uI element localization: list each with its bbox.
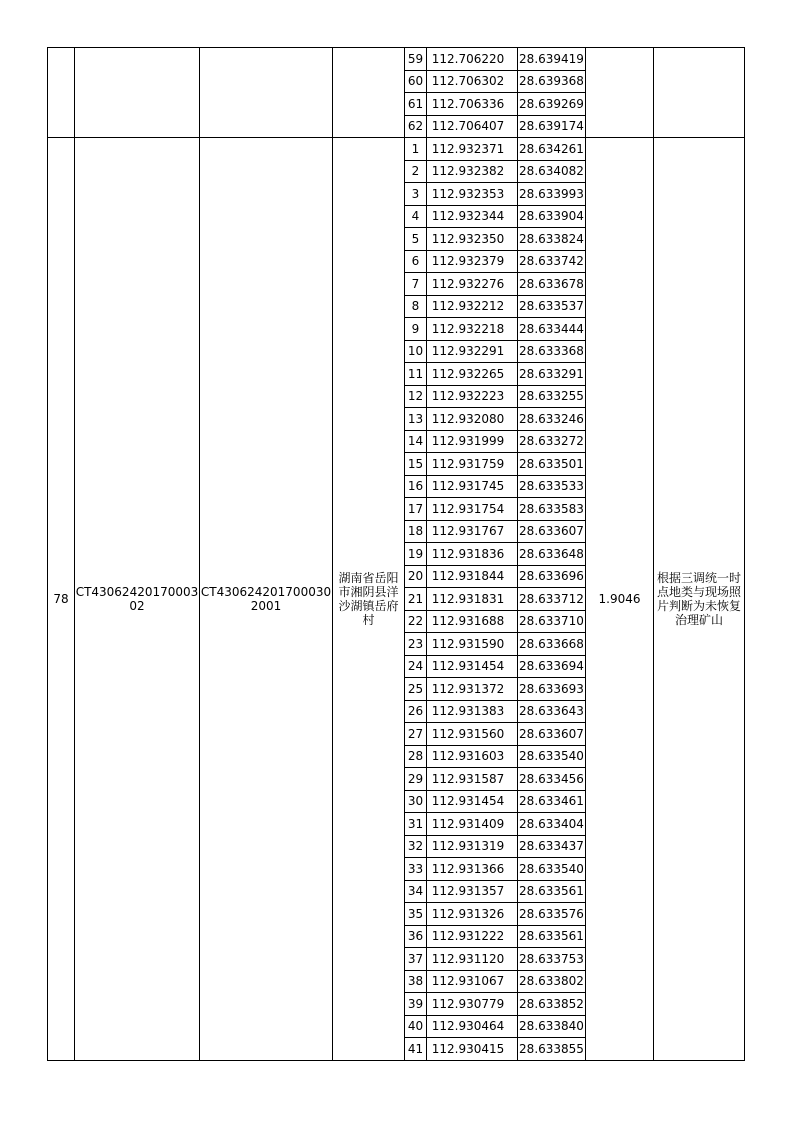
point-number-cell: 27 — [405, 723, 427, 746]
point-number-cell: 35 — [405, 903, 427, 926]
latitude-cell: 28.633291 — [518, 363, 586, 386]
latitude-cell: 28.634082 — [518, 160, 586, 183]
point-number-cell: 40 — [405, 1015, 427, 1038]
latitude-cell: 28.633537 — [518, 295, 586, 318]
latitude-cell: 28.633648 — [518, 543, 586, 566]
latitude-cell: 28.633753 — [518, 948, 586, 971]
latitude-cell: 28.633404 — [518, 813, 586, 836]
point-number-cell: 15 — [405, 453, 427, 476]
point-number-cell: 2 — [405, 160, 427, 183]
point-number-cell: 22 — [405, 610, 427, 633]
longitude-cell: 112.706302 — [427, 70, 518, 93]
longitude-cell: 112.931326 — [427, 903, 518, 926]
point-number-cell: 59 — [405, 48, 427, 71]
latitude-cell: 28.633540 — [518, 745, 586, 768]
longitude-cell: 112.931590 — [427, 633, 518, 656]
remark-cell: 根据三调统一时点地类与现场照片判断为未恢复治理矿山 — [654, 138, 745, 1061]
longitude-cell: 112.931688 — [427, 610, 518, 633]
empty-seq-cell — [48, 48, 75, 138]
longitude-cell: 112.932223 — [427, 385, 518, 408]
longitude-cell: 112.931409 — [427, 813, 518, 836]
latitude-cell: 28.639174 — [518, 115, 586, 138]
longitude-cell: 112.931844 — [427, 565, 518, 588]
longitude-cell: 112.931366 — [427, 858, 518, 881]
point-number-cell: 39 — [405, 993, 427, 1016]
point-number-cell: 16 — [405, 475, 427, 498]
latitude-cell: 28.633272 — [518, 430, 586, 453]
point-number-cell: 20 — [405, 565, 427, 588]
latitude-cell: 28.633561 — [518, 925, 586, 948]
table-body — [48, 48, 745, 1061]
latitude-cell: 28.633840 — [518, 1015, 586, 1038]
point-number-cell: 19 — [405, 543, 427, 566]
longitude-cell: 112.931120 — [427, 948, 518, 971]
longitude-cell: 112.932291 — [427, 340, 518, 363]
longitude-cell: 112.931454 — [427, 655, 518, 678]
longitude-cell: 112.932379 — [427, 250, 518, 273]
point-number-cell: 9 — [405, 318, 427, 341]
point-number-cell: 6 — [405, 250, 427, 273]
point-number-cell: 41 — [405, 1038, 427, 1061]
latitude-cell: 28.633643 — [518, 700, 586, 723]
point-number-cell: 60 — [405, 70, 427, 93]
empty-area-cell — [586, 48, 654, 138]
longitude-cell: 112.931999 — [427, 430, 518, 453]
longitude-cell: 112.930779 — [427, 993, 518, 1016]
longitude-cell: 112.931767 — [427, 520, 518, 543]
empty-code2-cell — [200, 48, 333, 138]
longitude-cell: 112.932371 — [427, 138, 518, 161]
point-number-cell: 24 — [405, 655, 427, 678]
latitude-cell: 28.633693 — [518, 678, 586, 701]
latitude-cell: 28.633576 — [518, 903, 586, 926]
longitude-cell: 112.930415 — [427, 1038, 518, 1061]
latitude-cell: 28.633712 — [518, 588, 586, 611]
latitude-cell: 28.633993 — [518, 183, 586, 206]
point-number-cell: 13 — [405, 408, 427, 431]
latitude-cell: 28.633742 — [518, 250, 586, 273]
longitude-cell: 112.930464 — [427, 1015, 518, 1038]
point-number-cell: 32 — [405, 835, 427, 858]
point-number-cell: 17 — [405, 498, 427, 521]
longitude-cell: 112.932344 — [427, 205, 518, 228]
longitude-cell: 112.932218 — [427, 318, 518, 341]
latitude-cell: 28.633444 — [518, 318, 586, 341]
point-number-cell: 4 — [405, 205, 427, 228]
latitude-cell: 28.633533 — [518, 475, 586, 498]
latitude-cell: 28.634261 — [518, 138, 586, 161]
longitude-cell: 112.931372 — [427, 678, 518, 701]
latitude-cell: 28.633607 — [518, 520, 586, 543]
longitude-cell: 112.931831 — [427, 588, 518, 611]
latitude-cell: 28.633855 — [518, 1038, 586, 1061]
latitude-cell: 28.639419 — [518, 48, 586, 71]
point-number-cell: 29 — [405, 768, 427, 791]
longitude-cell: 112.931836 — [427, 543, 518, 566]
longitude-cell: 112.706220 — [427, 48, 518, 71]
longitude-cell: 112.931222 — [427, 925, 518, 948]
latitude-cell: 28.633437 — [518, 835, 586, 858]
longitude-cell: 112.931067 — [427, 970, 518, 993]
point-number-cell: 11 — [405, 363, 427, 386]
latitude-cell: 28.633668 — [518, 633, 586, 656]
latitude-cell: 28.633710 — [518, 610, 586, 633]
longitude-cell: 112.932212 — [427, 295, 518, 318]
point-number-cell: 37 — [405, 948, 427, 971]
point-number-cell: 18 — [405, 520, 427, 543]
sequence-number-cell: 78 — [48, 138, 75, 1061]
latitude-cell: 28.633246 — [518, 408, 586, 431]
parcel-code-cell: CT4306242017000302 — [75, 138, 200, 1061]
point-number-cell: 61 — [405, 93, 427, 116]
longitude-cell: 112.932265 — [427, 363, 518, 386]
point-number-cell: 14 — [405, 430, 427, 453]
longitude-cell: 112.931454 — [427, 790, 518, 813]
latitude-cell: 28.633852 — [518, 993, 586, 1016]
coordinate-table — [47, 47, 745, 1061]
longitude-cell: 112.706407 — [427, 115, 518, 138]
longitude-cell: 112.931759 — [427, 453, 518, 476]
longitude-cell: 112.931745 — [427, 475, 518, 498]
point-number-cell: 62 — [405, 115, 427, 138]
latitude-cell: 28.633456 — [518, 768, 586, 791]
point-number-cell: 28 — [405, 745, 427, 768]
latitude-cell: 28.633501 — [518, 453, 586, 476]
latitude-cell: 28.633255 — [518, 385, 586, 408]
point-number-cell: 7 — [405, 273, 427, 296]
point-number-cell: 3 — [405, 183, 427, 206]
latitude-cell: 28.633540 — [518, 858, 586, 881]
point-number-cell: 38 — [405, 970, 427, 993]
point-number-cell: 25 — [405, 678, 427, 701]
point-number-cell: 1 — [405, 138, 427, 161]
area-cell: 1.9046 — [586, 138, 654, 1061]
point-number-cell: 26 — [405, 700, 427, 723]
latitude-cell: 28.639269 — [518, 93, 586, 116]
longitude-cell: 112.932080 — [427, 408, 518, 431]
longitude-cell: 112.706336 — [427, 93, 518, 116]
point-number-cell: 30 — [405, 790, 427, 813]
empty-remark-cell — [654, 48, 745, 138]
point-number-cell: 36 — [405, 925, 427, 948]
longitude-cell: 112.931560 — [427, 723, 518, 746]
latitude-cell: 28.633904 — [518, 205, 586, 228]
table-row — [48, 138, 745, 161]
longitude-cell: 112.932382 — [427, 160, 518, 183]
point-number-cell: 33 — [405, 858, 427, 881]
longitude-cell: 112.932276 — [427, 273, 518, 296]
latitude-cell: 28.639368 — [518, 70, 586, 93]
latitude-cell: 28.633694 — [518, 655, 586, 678]
longitude-cell: 112.931319 — [427, 835, 518, 858]
location-cell: 湖南省岳阳市湘阴县洋沙湖镇岳府村 — [333, 138, 405, 1061]
empty-code1-cell — [75, 48, 200, 138]
latitude-cell: 28.633696 — [518, 565, 586, 588]
longitude-cell: 112.931603 — [427, 745, 518, 768]
latitude-cell: 28.633607 — [518, 723, 586, 746]
latitude-cell: 28.633368 — [518, 340, 586, 363]
latitude-cell: 28.633678 — [518, 273, 586, 296]
latitude-cell: 28.633824 — [518, 228, 586, 251]
point-number-cell: 5 — [405, 228, 427, 251]
empty-location-cell — [333, 48, 405, 138]
longitude-cell: 112.931754 — [427, 498, 518, 521]
longitude-cell: 112.931357 — [427, 880, 518, 903]
longitude-cell: 112.932350 — [427, 228, 518, 251]
longitude-cell: 112.932353 — [427, 183, 518, 206]
longitude-cell: 112.931587 — [427, 768, 518, 791]
latitude-cell: 28.633802 — [518, 970, 586, 993]
sub-parcel-code-cell: CT4306242017000302001 — [200, 138, 333, 1061]
point-number-cell: 34 — [405, 880, 427, 903]
longitude-cell: 112.931383 — [427, 700, 518, 723]
point-number-cell: 31 — [405, 813, 427, 836]
table-row — [48, 48, 745, 71]
point-number-cell: 8 — [405, 295, 427, 318]
point-number-cell: 10 — [405, 340, 427, 363]
point-number-cell: 23 — [405, 633, 427, 656]
point-number-cell: 12 — [405, 385, 427, 408]
latitude-cell: 28.633583 — [518, 498, 586, 521]
latitude-cell: 28.633461 — [518, 790, 586, 813]
latitude-cell: 28.633561 — [518, 880, 586, 903]
point-number-cell: 21 — [405, 588, 427, 611]
